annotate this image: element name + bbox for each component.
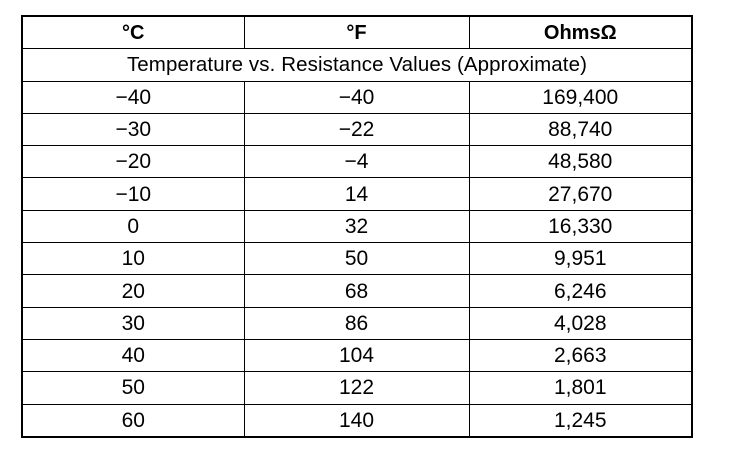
celsius-cell: 0 xyxy=(22,210,244,242)
fahrenheit-cell: 86 xyxy=(244,307,469,339)
fahrenheit-cell: 32 xyxy=(244,210,469,242)
ohms-cell: 9,951 xyxy=(469,243,692,275)
fahrenheit-cell: 14 xyxy=(244,178,469,210)
fahrenheit-cell: 50 xyxy=(244,243,469,275)
ohms-cell: 169,400 xyxy=(469,81,692,113)
fahrenheit-cell: 140 xyxy=(244,404,469,437)
table-row xyxy=(22,113,692,145)
table-caption: Temperature vs. Resistance Values (Approximate) xyxy=(22,49,692,81)
table-row xyxy=(22,275,692,307)
ohms-cell: 27,670 xyxy=(469,178,692,210)
caption-row xyxy=(22,49,692,81)
ohms-cell: 1,245 xyxy=(469,404,692,437)
table-row xyxy=(22,372,692,404)
celsius-cell: 50 xyxy=(22,372,244,404)
header-fahrenheit: °F xyxy=(244,16,469,49)
table-row xyxy=(22,210,692,242)
table-row xyxy=(22,340,692,372)
fahrenheit-cell: 122 xyxy=(244,372,469,404)
celsius-cell: 60 xyxy=(22,404,244,437)
table-row xyxy=(22,307,692,339)
celsius-cell: −20 xyxy=(22,146,244,178)
table-row xyxy=(22,243,692,275)
table-row xyxy=(22,404,692,437)
ohms-cell: 6,246 xyxy=(469,275,692,307)
ohms-cell: 4,028 xyxy=(469,307,692,339)
celsius-cell: 10 xyxy=(22,243,244,275)
ohms-cell: 88,740 xyxy=(469,113,692,145)
celsius-cell: −40 xyxy=(22,81,244,113)
table-row xyxy=(22,81,692,113)
fahrenheit-cell: −40 xyxy=(244,81,469,113)
celsius-cell: 20 xyxy=(22,275,244,307)
ohms-cell: 16,330 xyxy=(469,210,692,242)
table-row xyxy=(22,146,692,178)
fahrenheit-cell: 68 xyxy=(244,275,469,307)
celsius-cell: 40 xyxy=(22,340,244,372)
ohms-cell: 48,580 xyxy=(469,146,692,178)
ohms-cell: 1,801 xyxy=(469,372,692,404)
temperature-resistance-table-container xyxy=(21,15,691,438)
fahrenheit-cell: −22 xyxy=(244,113,469,145)
temperature-resistance-table xyxy=(21,15,693,438)
header-row xyxy=(22,16,692,49)
header-ohms: OhmsΩ xyxy=(469,16,692,49)
table-row xyxy=(22,178,692,210)
celsius-cell: 30 xyxy=(22,307,244,339)
fahrenheit-cell: 104 xyxy=(244,340,469,372)
ohms-cell: 2,663 xyxy=(469,340,692,372)
celsius-cell: −30 xyxy=(22,113,244,145)
celsius-cell: −10 xyxy=(22,178,244,210)
header-celsius: °C xyxy=(22,16,244,49)
fahrenheit-cell: −4 xyxy=(244,146,469,178)
